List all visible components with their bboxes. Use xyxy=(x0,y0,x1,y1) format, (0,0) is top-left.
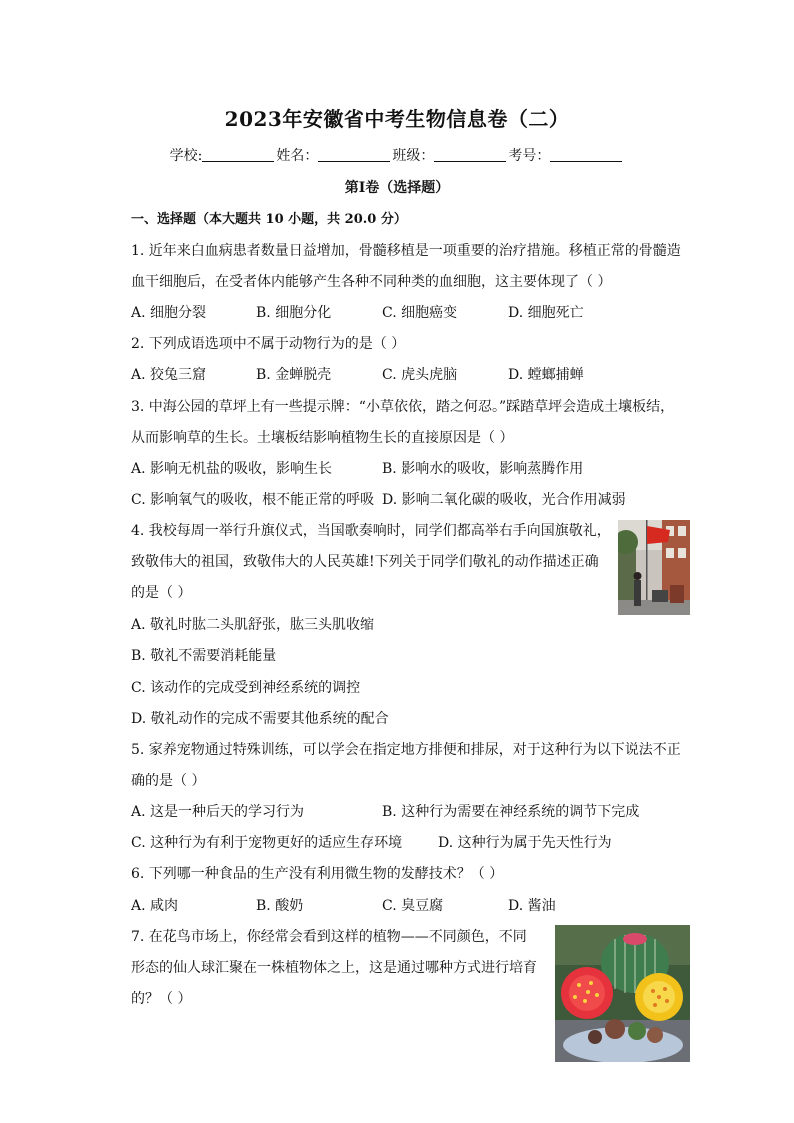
q3-option-d[interactable]: D. 影响二氧化碳的吸收，光合作用减弱 xyxy=(382,492,626,508)
part-header: 一、选择题（本大题共 10 小题，共 20.0 分） xyxy=(131,212,407,227)
q2-option-b[interactable]: B. 金蝉脱壳 xyxy=(256,367,332,383)
q3-option-b[interactable]: B. 影响水的吸收，影响蒸腾作用 xyxy=(382,461,584,477)
q1-option-d[interactable]: D. 细胞死亡 xyxy=(508,305,584,321)
q4-stem-line1: 4. 我校每周一举行升旗仪式，当国歌奏响时，同学们都高举右手向国旗敬礼， xyxy=(131,523,611,539)
q1-option-a[interactable]: A. 细胞分裂 xyxy=(131,305,207,321)
q5-option-c[interactable]: C. 这种行为有利于宠物更好的适应生存环境 xyxy=(131,835,403,851)
q3-option-a[interactable]: A. 影响无机盐的吸收，影响生长 xyxy=(131,461,333,477)
q4-stem-line3: 的是（ ） xyxy=(131,585,192,601)
q7-stem-line3: 的？（ ） xyxy=(131,991,192,1007)
q5-stem-line2: 确的是（ ） xyxy=(131,773,206,789)
q5-stem-line1: 5. 家养宠物通过特殊训练，可以学会在指定地方排便和排尿，对于这种行为以下说法不正 xyxy=(131,742,681,758)
q1-option-b[interactable]: B. 细胞分化 xyxy=(256,305,332,321)
name-blank[interactable] xyxy=(318,147,390,162)
flag-salute-photo xyxy=(618,520,690,615)
q3-option-c[interactable]: C. 影响氧气的吸收，根不能正常的呼吸 xyxy=(131,492,375,508)
student-info-line xyxy=(0,145,794,165)
q2-option-d[interactable]: D. 螳螂捕蝉 xyxy=(508,367,584,383)
q4-option-a[interactable]: A. 敬礼时肱二头肌舒张，肱三头肌收缩 xyxy=(131,617,375,633)
q6-option-a[interactable]: A. 咸肉 xyxy=(131,898,179,914)
q6-option-d[interactable]: D. 酱油 xyxy=(508,898,556,914)
q7-stem-line2: 形态的仙人球汇聚在一株植物体之上，这是通过哪种方式进行培育 xyxy=(131,960,537,976)
cactus-photo xyxy=(555,925,690,1062)
q1-option-c[interactable]: C. 细胞癌变 xyxy=(382,305,458,321)
exam-title: 2023年安徽省中考生物信息卷（二） xyxy=(224,107,570,131)
q6-stem-line1: 6. 下列哪一种食品的生产没有利用微生物的发酵技术？（ ） xyxy=(131,866,504,882)
q4-stem-line2: 致敬伟大的祖国，致敬伟大的人民英雄!下列关于同学们敬礼的动作描述正确 xyxy=(131,554,599,570)
grafted-cactus-image xyxy=(555,925,690,1062)
q4-option-b[interactable]: B. 敬礼不需要消耗能量 xyxy=(131,648,277,664)
name-label: 姓名： xyxy=(276,148,319,164)
q3-stem-line1: 3. 中海公园的草坪上有一些提示牌：“小草依依，踏之何忍。”踩踏草坪会造成土壤板结， xyxy=(131,399,675,415)
school-label: 学校: xyxy=(169,148,203,164)
school-blank[interactable] xyxy=(202,147,274,162)
class-blank[interactable] xyxy=(434,147,506,162)
q1-stem-line1: 1. 近年来白血病患者数量日益增加，骨髓移植是一项重要的治疗措施。移植正常的骨髓造 xyxy=(131,243,681,259)
q7-stem-line1: 7. 在花鸟市场上，你经常会看到这样的植物——不同颜色，不同 xyxy=(131,929,527,945)
section-title: 第Ⅰ卷（选择题） xyxy=(344,180,450,196)
q6-option-b[interactable]: B. 酸奶 xyxy=(256,898,304,914)
q6-option-c[interactable]: C. 臭豆腐 xyxy=(382,898,444,914)
q5-option-d[interactable]: D. 这种行为属于先天性行为 xyxy=(438,835,612,851)
q2-option-a[interactable]: A. 狡兔三窟 xyxy=(131,367,207,383)
exam-no-blank[interactable] xyxy=(550,147,622,162)
q3-stem-line2: 从而影响草的生长。土壤板结影响植物生长的直接原因是（ ） xyxy=(131,430,514,446)
q1-stem-line2: 血干细胞后，在受者体内能够产生各种不同种类的血细胞，这主要体现了（ ） xyxy=(131,274,612,290)
exam-no-label: 考号： xyxy=(508,148,551,164)
q2-option-c[interactable]: C. 虎头虎脑 xyxy=(382,367,458,383)
q5-option-a[interactable]: A. 这是一种后天的学习行为 xyxy=(131,804,305,820)
q4-option-c[interactable]: C. 该动作的完成受到神经系统的调控 xyxy=(131,680,361,696)
q4-option-d[interactable]: D. 敬礼动作的完成不需要其他系统的配合 xyxy=(131,711,389,727)
q5-option-b[interactable]: B. 这种行为需要在神经系统的调节下完成 xyxy=(382,804,640,820)
q2-stem-line1: 2. 下列成语选项中不属于动物行为的是（ ） xyxy=(131,336,406,352)
class-label: 班级： xyxy=(392,148,435,164)
flag-salute-image xyxy=(618,520,690,615)
